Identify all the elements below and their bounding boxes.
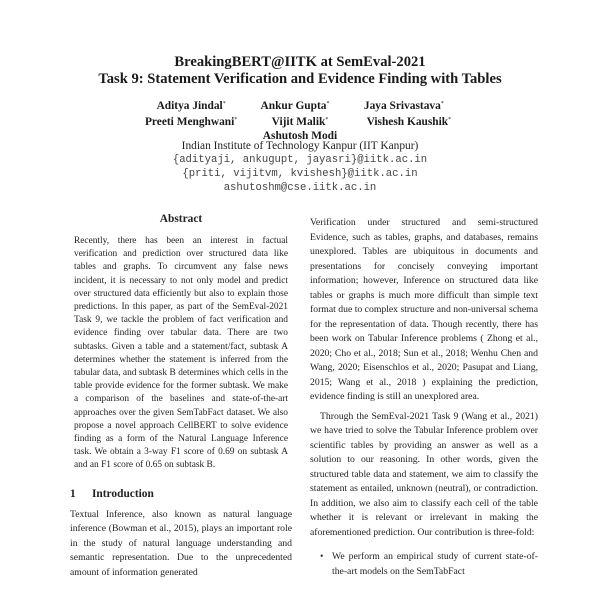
list-item-text: We perform an empirical study of current state-of-the-art models on the SemTabFact [332,551,538,577]
author: Vijit Malik* [271,116,329,128]
author: Ashutosh Modi [262,130,338,142]
bullet-icon: • [320,551,324,562]
paragraph: Textual Inference, also known as natural language inference (Bowman et al., 2015), plays an important role in the study of natural language understanding and semantic representation. Due to the unprecedented amount of information generated [70,508,292,578]
author-list [0,97,600,143]
paragraph: Through the SemEval-2021 Task 9 (Wang et al., 2021) we have tried to solve the Tabular Inference problem over scientific tables by providing an answer as well as a solution to our reasoning. In other words, given the structured table data and statement, we aim to classify the statement as entailed, unknown (neutral), or contradiction. In addition, we also aim to classify each cell of the table whether it is relevant or irrelevant in making the aforementioned prediction. Our contribution is three-fold: [310,410,538,538]
paragraph: Verification under structured and semi-structured Evidence, such as tables, graphs, and databases, remains unexplored. Tables are ubiquitous in documents and presentations for concisely conveying important information; however, Inference on structured data like tables or graphs is much more difficult than simple text format due to complex structure and non-universal schema for the representation of data. Though recently, there has been work on Tabular Inference problems ( Zhong et al., 2020; Cho et al., 2018; Sun et al., 2018; Wenhu Chen and Wang, 2020; Eisenschlos et al., 2020; Pasupat and Liang, 2015; Wang et al., 2018 ) explaining the prediction, evidence finding is still an unexplored area. [310,217,538,402]
title-line-1: BreakingBERT@IITK at SemEval-2021 [174,54,426,70]
author-row-1 [0,97,600,113]
right-column [310,216,538,579]
author-row-2 [0,113,600,129]
email-line: {priti, vijitvm, kvishesh}@iitk.ac.in [182,168,418,180]
contribution-list-item [320,550,538,579]
abstract-text: Recently, there has been an interest in factual verification and prediction over structured data like tables and graphs. To circumvent any false news incident, it is necessary to not only model and predict over structured data efficiently but also to explain those predictions. In this paper, as part of the SemEval-2021 Task 9, we tackle the problem of fact verification and evidence finding over tabular data. There are two subtasks. Given a table and a statement/fact, subtask A determines whether the statement is inferred from the tabular data, and subtask B determines which cells in the table provide evidence for the former subtask. We make a comparison of the baselines and state-of-the-art approaches over the given SemTabFact dataset. We also propose a novel approach CellBERT to solve evidence finding as a form of the Natural Language Inference task. We obtain a 3-way F1 score of 0.69 on subtask A and an F1 score of 0.65 on subtask B. [74,236,288,471]
author: Aditya Jindal* [156,100,226,112]
author: Vishesh Kaushik* [366,116,452,128]
author: Ankur Gupta* [260,100,330,112]
institution: Indian Institute of Technology Kanpur (IIT Kanpur) [181,140,419,152]
title-line-2: Task 9: Statement Verification and Evidence Finding with Tables [98,71,502,87]
email-line: ashutoshm@cse.iitk.ac.in [223,182,377,194]
affiliation-block [0,139,600,195]
paper-title [0,54,600,88]
introduction-body [70,508,292,581]
abstract-heading: Abstract [159,213,203,225]
section-number: 1 [70,487,76,500]
section-heading-introduction [70,487,292,502]
author: Jaya Srivastava* [363,100,444,112]
section-title: Introduction [92,487,154,500]
left-column [70,212,292,580]
author: Preeti Menghwani* [144,116,238,128]
email-line: {adityaji, ankugupt, jayasri}@iitk.ac.in [172,154,428,166]
